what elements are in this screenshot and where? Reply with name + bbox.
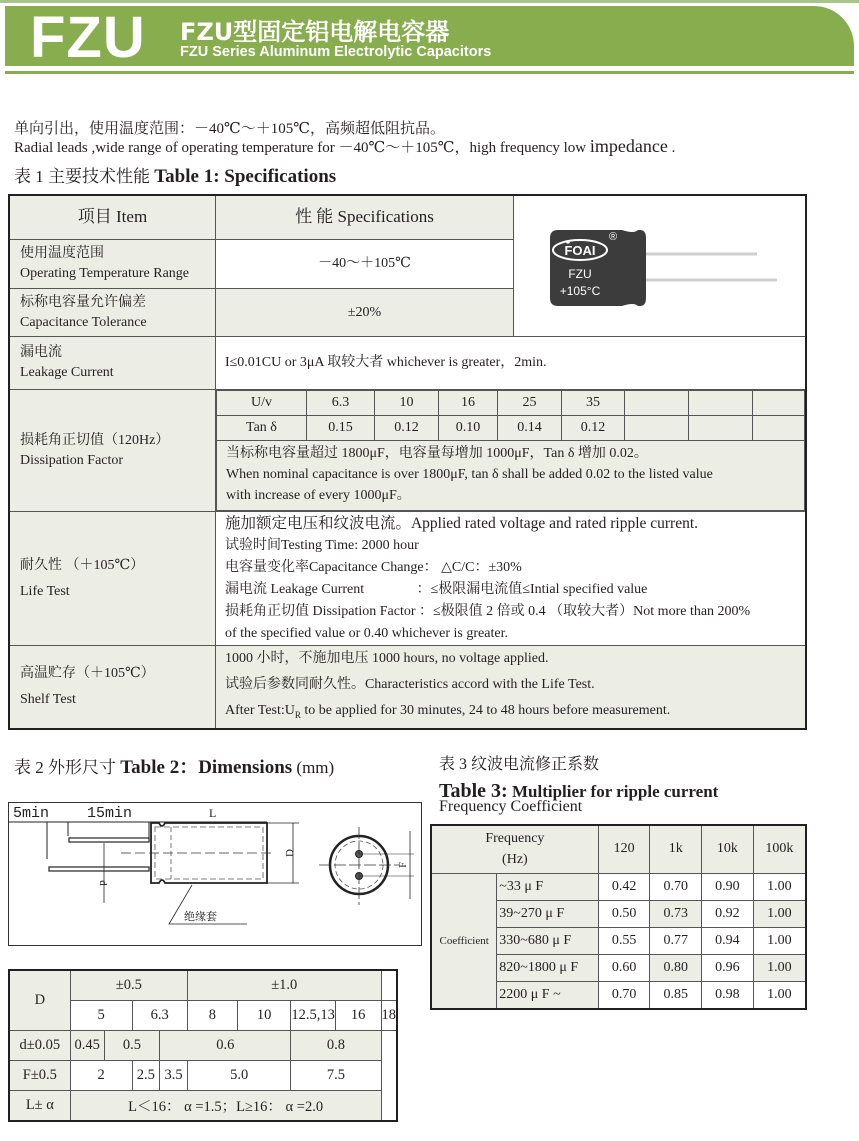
diameter-cell: 5 — [70, 1001, 132, 1031]
pitch-cell: 2.5 — [132, 1061, 160, 1091]
lead-cell: 0.5 — [104, 1031, 160, 1061]
d-label: D — [9, 970, 70, 1031]
dim-lead-min: 5min — [13, 805, 50, 822]
pitch-cell: 3.5 — [160, 1061, 188, 1091]
voltage-label: U/v — [216, 391, 306, 416]
life-test-en: Life Test — [20, 583, 70, 599]
dissipation-note-en1: When nominal capacitance is over 1800μF, tan δ shall be added 0.02 to the listed value — [225, 467, 713, 482]
life-test-line: 试验时间Testing Time: 2000 hour — [224, 538, 419, 553]
voltage-cell: 16 — [438, 391, 497, 416]
voltage-cell: 10 — [374, 391, 438, 416]
dissipation-subtable — [216, 390, 805, 511]
life-test-detail — [215, 512, 806, 646]
tan-cell: 0.15 — [306, 416, 374, 441]
shelf-test-line3 — [225, 698, 805, 728]
dim-pitch: F — [398, 862, 409, 868]
tan-cell — [688, 416, 752, 441]
dimension-drawing-svg — [9, 803, 421, 945]
pitch-cell: 7.5 — [291, 1061, 381, 1091]
frequency-cell: 120 — [598, 825, 650, 873]
value-cell: 0.85 — [650, 981, 702, 1009]
diameter-cell: 6.3 — [132, 1001, 187, 1031]
row-tolerance — [9, 289, 215, 337]
length-label: L± α — [9, 1091, 70, 1122]
row-dissipation — [9, 390, 215, 512]
shelf-test-line3-sub: R — [294, 709, 301, 720]
value-cell: 1.00 — [753, 927, 806, 954]
specifications-table — [8, 194, 807, 730]
table1-title-en: Table 1: Specifications — [154, 166, 337, 187]
diameter-cell: 8 — [187, 1001, 237, 1031]
intro-en — [14, 136, 675, 157]
voltage-row — [216, 391, 804, 416]
dissipation-note-row — [216, 441, 804, 511]
value-cell: 0.77 — [650, 927, 702, 954]
value-cell: 0.92 — [702, 900, 754, 927]
dissipation-note — [216, 441, 804, 511]
page-title-cn: FZU型固定铝电解电容器 — [180, 18, 450, 46]
table3-title-b: Multiplier for ripple current — [507, 782, 719, 801]
frequency-unit: (Hz) — [502, 852, 528, 868]
shelf-test-line3-pre: After Test:U — [224, 703, 295, 718]
row-shelf-test — [9, 646, 215, 729]
lead-cell: 0.6 — [160, 1031, 291, 1061]
table3-title-a: Table 3: — [439, 780, 508, 802]
shelf-test-line2: 试验后参数同耐久性。Characteristics accord with the Life Test. — [224, 677, 595, 692]
row-life-test — [9, 512, 215, 646]
dimension-drawing — [8, 802, 422, 946]
dim-lead-len: 15min — [87, 805, 133, 822]
table3-subtitle: Frequency Coefficient — [439, 798, 583, 815]
tolerance-cn: 标称电容量允许偏差 — [20, 294, 146, 310]
lead-cell: 0.45 — [70, 1031, 104, 1061]
voltage-cell: 6.3 — [306, 391, 374, 416]
shelf-test-en: Shelf Test — [20, 691, 76, 707]
dim-lead-dia: d — [97, 880, 109, 886]
life-test-line: of the specified value or 0.40 whichever is greater. — [224, 626, 508, 641]
tan-cell — [624, 416, 688, 441]
tan-label: Tan δ — [216, 416, 306, 441]
range-cell: 330~680 μ F — [497, 927, 598, 954]
lead-cell: 0.8 — [291, 1031, 381, 1061]
value-cell: 0.60 — [598, 954, 650, 981]
table2-title-cn: 表 2 外形尺寸 — [14, 758, 121, 777]
top-rule — [0, 0, 859, 3]
table2-title — [14, 752, 334, 779]
shelf-test-line3-post: to be applied for 30 minutes, 24 to 48 hours before measurement. — [300, 703, 671, 718]
tan-cell: 0.10 — [438, 416, 497, 441]
registered-mark: ® — [608, 231, 618, 243]
tan-cell: 0.12 — [374, 416, 438, 441]
dissipation-note-en2: with increase of every 1000μF。 — [225, 488, 411, 503]
lead-label: d±0.05 — [9, 1031, 70, 1061]
voltage-cell: 25 — [497, 391, 561, 416]
tolerance-value: ±20% — [215, 289, 513, 337]
life-test-line: 漏电流 Leakage Current ：≤极限漏电流值≤Intial specified value — [224, 582, 648, 597]
voltage-cell — [688, 391, 752, 416]
intro-en-big: impedance — [589, 136, 668, 156]
value-cell: 0.73 — [650, 900, 702, 927]
dissipation-detail — [215, 390, 806, 512]
diameter-cell: 16 — [335, 1001, 381, 1031]
value-cell: 1.00 — [753, 900, 806, 927]
range-cell: ~33 μ F — [497, 873, 598, 900]
pitch-label: F±0.5 — [9, 1061, 70, 1091]
voltage-cell — [624, 391, 688, 416]
tan-row — [216, 416, 804, 441]
shelf-test-detail — [215, 646, 806, 729]
tolerance-10: ±1.0 — [187, 970, 381, 1001]
value-cell: 0.70 — [650, 873, 702, 900]
dissipation-cn: 损耗角正切值（120Hz） — [20, 432, 170, 448]
frequency-cell: 100k — [753, 825, 806, 873]
value-cell: 0.55 — [598, 927, 650, 954]
pitch-cell: 5.0 — [187, 1061, 290, 1091]
life-test-cn: 耐久性 （＋105℃） — [20, 557, 145, 573]
dimensions-table — [8, 969, 398, 1122]
operating-temp-value: －40～＋105℃ — [215, 239, 513, 289]
operating-temp-en: Operating Temperature Range — [20, 266, 190, 282]
tolerance-05: ±0.5 — [70, 970, 187, 1001]
capacitor-image — [514, 196, 805, 336]
table2-title-unit: (mm) — [292, 758, 335, 777]
dim-diameter: D — [284, 849, 296, 857]
voltage-cell — [752, 391, 804, 416]
header-rule — [5, 71, 854, 74]
value-cell: 0.98 — [702, 981, 754, 1009]
tolerance-en: Capacitance Tolerance — [20, 314, 147, 330]
value-cell: 0.50 — [598, 900, 650, 927]
leakage-value: I≤0.01CU or 3μA 取较大者 whichever is greater，2min. — [215, 337, 806, 390]
page-title-en: FZU Series Aluminum Electrolytic Capacitors — [180, 44, 492, 60]
life-test-line: 损耗角正切值 Dissipation Factor ：≤极限值 2 倍或 0.4 （取较大者）Not more than 200% — [224, 604, 751, 619]
tan-cell: 0.12 — [561, 416, 624, 441]
intro-en-end: . — [667, 140, 676, 156]
dim-sleeve: 绝缘套 — [184, 910, 217, 923]
diameter-cell: 18 — [381, 1001, 397, 1031]
pitch-cell: 2 — [70, 1061, 132, 1091]
dissipation-note-cn: 当标称电容量超过 1800μF，电容量每增加 1000μF，Tan δ 增加 0.02。 — [225, 446, 648, 461]
dissipation-en: Dissipation Factor — [20, 452, 124, 468]
tan-cell: 0.14 — [497, 416, 561, 441]
coefficient-label: Coefficient — [431, 873, 497, 1009]
frequency-cell: 1k — [650, 825, 702, 873]
intro-cn: 单向引出，使用温度范围：－40℃～＋105℃，高频超低阻抗品。 — [14, 121, 446, 137]
value-cell: 0.70 — [598, 981, 650, 1009]
header-item: 项目 Item — [9, 195, 215, 239]
shelf-test-line1: 1000 小时，不施加电压 1000 hours, no voltage applied. — [224, 651, 549, 666]
value-cell: 1.00 — [753, 954, 806, 981]
frequency-label: Frequency — [485, 831, 545, 847]
value-cell: 1.00 — [753, 981, 806, 1009]
value-cell: 0.80 — [650, 954, 702, 981]
length-value: L＜16： α =1.5；L≥16： α =2.0 — [70, 1091, 381, 1122]
value-cell: 0.94 — [702, 927, 754, 954]
range-cell: 39~270 μ F — [497, 900, 598, 927]
value-cell: 0.42 — [598, 873, 650, 900]
frequency-cell: 10k — [702, 825, 754, 873]
table3-title-cn: 表 3 纹波电流修正系数 — [439, 756, 600, 773]
life-test-line: 施加额定电压和纹波电流。Applied rated voltage and rated ripple current. — [224, 515, 699, 532]
value-cell: 0.96 — [702, 954, 754, 981]
frequency-header — [431, 825, 598, 873]
ripple-multiplier-table — [430, 824, 807, 1010]
capacitor-temp: +105°C — [559, 284, 601, 298]
range-cell: 820~1800 μ F — [497, 954, 598, 981]
table1-title-cn: 表 1 主要技术性能 — [14, 167, 155, 186]
series-logo: FZU — [30, 5, 146, 70]
row-leakage — [9, 337, 215, 390]
value-cell: 1.00 — [753, 873, 806, 900]
table2-title-en: Table 2：Dimensions — [120, 757, 293, 778]
capacitor-brand: FOAI — [564, 243, 596, 258]
intro-en-main: Radial leads ,wide range of operating temperature for －40℃～＋105℃，high frequency low — [14, 140, 590, 156]
header-spec: 性 能 Specifications — [215, 195, 513, 239]
life-test-line: 电容量变化率Capacitance Change： △C/C：±30% — [224, 560, 522, 575]
diameter-cell: 12.5,13 — [291, 1001, 336, 1031]
shelf-test-cn: 高温贮存（＋105℃） — [20, 665, 155, 681]
capacitor-model: FZU — [568, 267, 592, 281]
dim-length: L — [209, 806, 217, 820]
range-cell: 2200 μ F ~ — [497, 981, 598, 1009]
voltage-cell: 35 — [561, 391, 624, 416]
tan-cell — [752, 416, 804, 441]
leakage-cn: 漏电流 — [20, 345, 62, 360]
row-operating-temp — [9, 239, 215, 289]
value-cell: 0.90 — [702, 873, 754, 900]
table-row — [431, 873, 806, 900]
table1-title — [14, 162, 336, 188]
capacitor-image-cell — [513, 195, 806, 337]
leakage-en: Leakage Current — [20, 365, 114, 380]
diameter-cell: 10 — [237, 1001, 290, 1031]
operating-temp-cn: 使用温度范围 — [20, 246, 104, 262]
